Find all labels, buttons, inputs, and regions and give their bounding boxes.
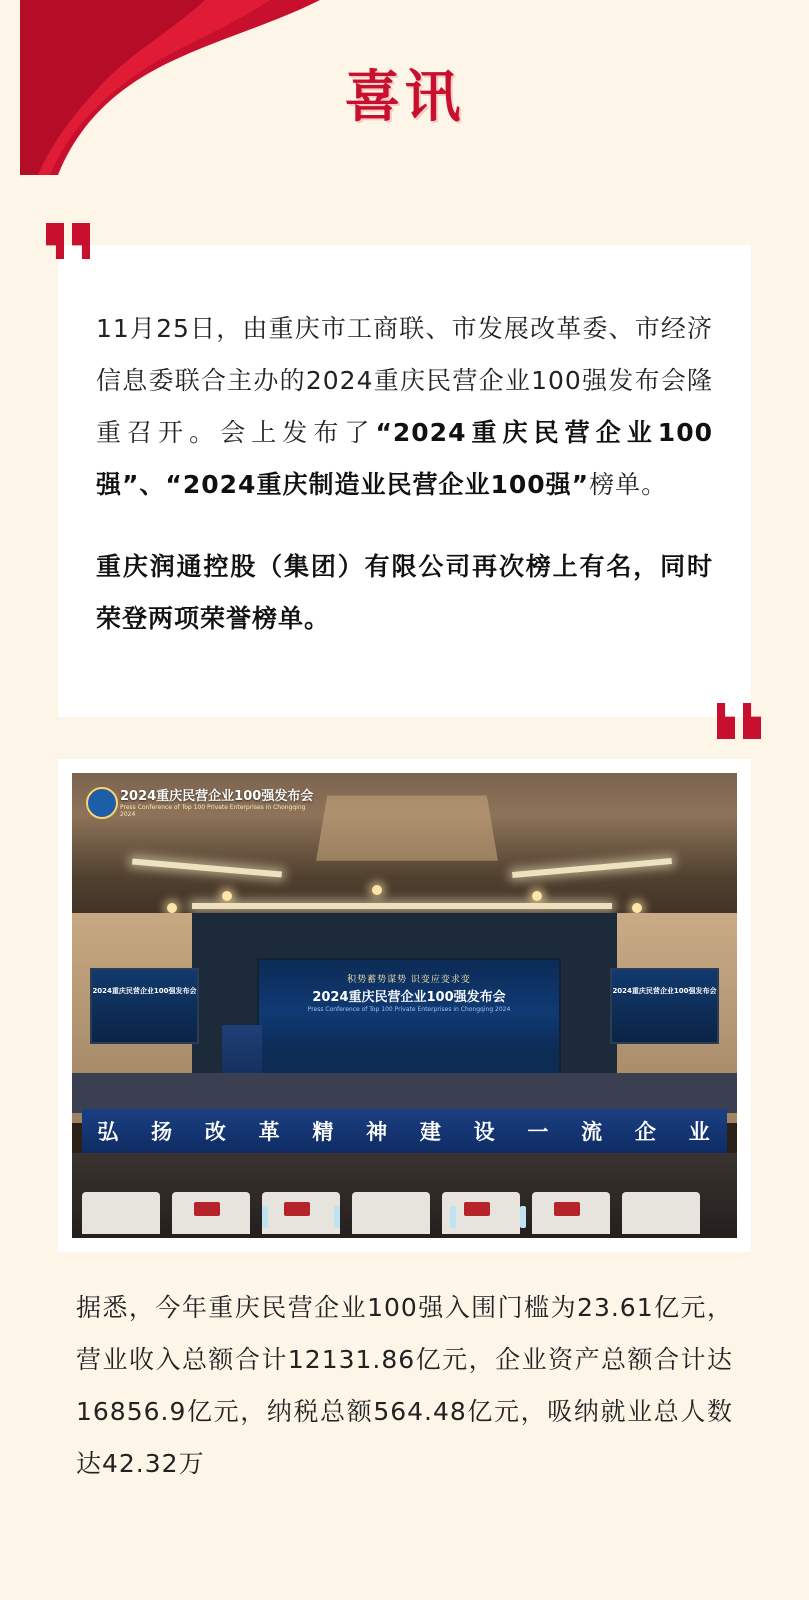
banner-char: 业 [688,1120,712,1144]
banner-char: 企 [634,1120,658,1144]
banner-char: 弘 [97,1120,121,1144]
banner-char: 一 [527,1120,551,1144]
photo-light-tube [192,903,612,909]
photo-ceiling-panel [316,796,498,861]
photo-stage [72,1073,737,1113]
photo-spot-light [167,903,177,913]
photo-spot-light [632,903,642,913]
banner-char: 精 [312,1120,336,1144]
conference-hall-photo [72,773,737,1238]
photo-water-bottle [520,1206,526,1228]
photo-water-bottle [334,1206,340,1228]
photo-seat-row [172,1192,250,1234]
footer-paragraph: 据悉，今年重庆民营企业100强入围门槛为23.61亿元，营业收入总额合计12131.86亿元，企业资产总额合计达16856.9亿元，纳税总额564.48亿元，吸纳就业总人数达42.32万 [76,1293,733,1478]
photo-screen-title-text: 2024重庆民营企业100强发布会 [312,990,506,1005]
banner-char: 建 [419,1120,443,1144]
photo-card [58,759,751,1252]
photo-side-screen-left [90,968,199,1044]
article-card [58,245,751,717]
photo-seat-row [352,1192,430,1234]
article-paragraph-2: 重庆润通控股（集团）有限公司再次榜上有名，同时荣登两项荣誉榜单。 [96,552,713,633]
photo-screen-skyline [259,1027,559,1075]
photo-side-screen-left-text: 2024重庆民营企业100强发布会 [92,987,197,995]
photo-overlay-logo-badge-icon [86,787,118,819]
photo-water-bottle [262,1206,268,1228]
page-banner [0,0,809,185]
banner-char: 扬 [151,1120,175,1144]
banner-char: 改 [204,1120,228,1144]
photo-overlay-logo-subtext: Press Conference of Top 100 Private Enterprises in Chongqing 2024 [120,804,306,818]
photo-spot-light [372,885,382,895]
quote-open-icon [46,223,92,259]
photo-seat-row [532,1192,610,1234]
photo-overlay-logo-text: 2024重庆民营企业100强发布会 [120,789,314,804]
banner-char: 流 [581,1120,605,1144]
photo-screen-header-text: 积势蓄势谋势 识变应变求变 [347,975,471,985]
photo-seat-row [82,1192,160,1234]
banner-char: 神 [366,1120,390,1144]
photo-seat-row [622,1192,700,1234]
photo-side-screen-right-text: 2024重庆民营企业100强发布会 [612,987,717,995]
photo-main-screen [257,958,561,1077]
quote-close-icon [717,703,763,739]
photo-spot-light [222,891,232,901]
article-paragraph-1-text-a: 11月25日，由重庆市工商联、市发展改革委、市经济信息委联合主办的2024重庆民营企业100强发布会隆重召开。会上发布了 [96,314,713,447]
photo-side-screen-right [610,968,719,1044]
page-title: 喜讯 [344,64,465,130]
banner-char: 设 [473,1120,497,1144]
photo-overlay-logo [86,785,316,819]
photo-spot-light [532,891,542,901]
page-title-wrap [0,0,809,185]
photo-water-bottle [450,1206,456,1228]
article-paragraph-1-highlight: “2024重庆民营企业100强”、“2024重庆制造业民营企业100强” [96,418,713,499]
photo-stage-banner [82,1109,727,1153]
photo-podium [222,1025,262,1077]
photo-screen-subtitle-text: Press Conference of Top 100 Private Enterprises in Chongqing 2024 [307,1006,511,1013]
article-paragraph-1-text-b: 榜单。 [589,470,668,499]
photo-seat-row [262,1192,340,1234]
article-paragraph-1 [96,303,713,511]
banner-char: 革 [258,1120,282,1144]
